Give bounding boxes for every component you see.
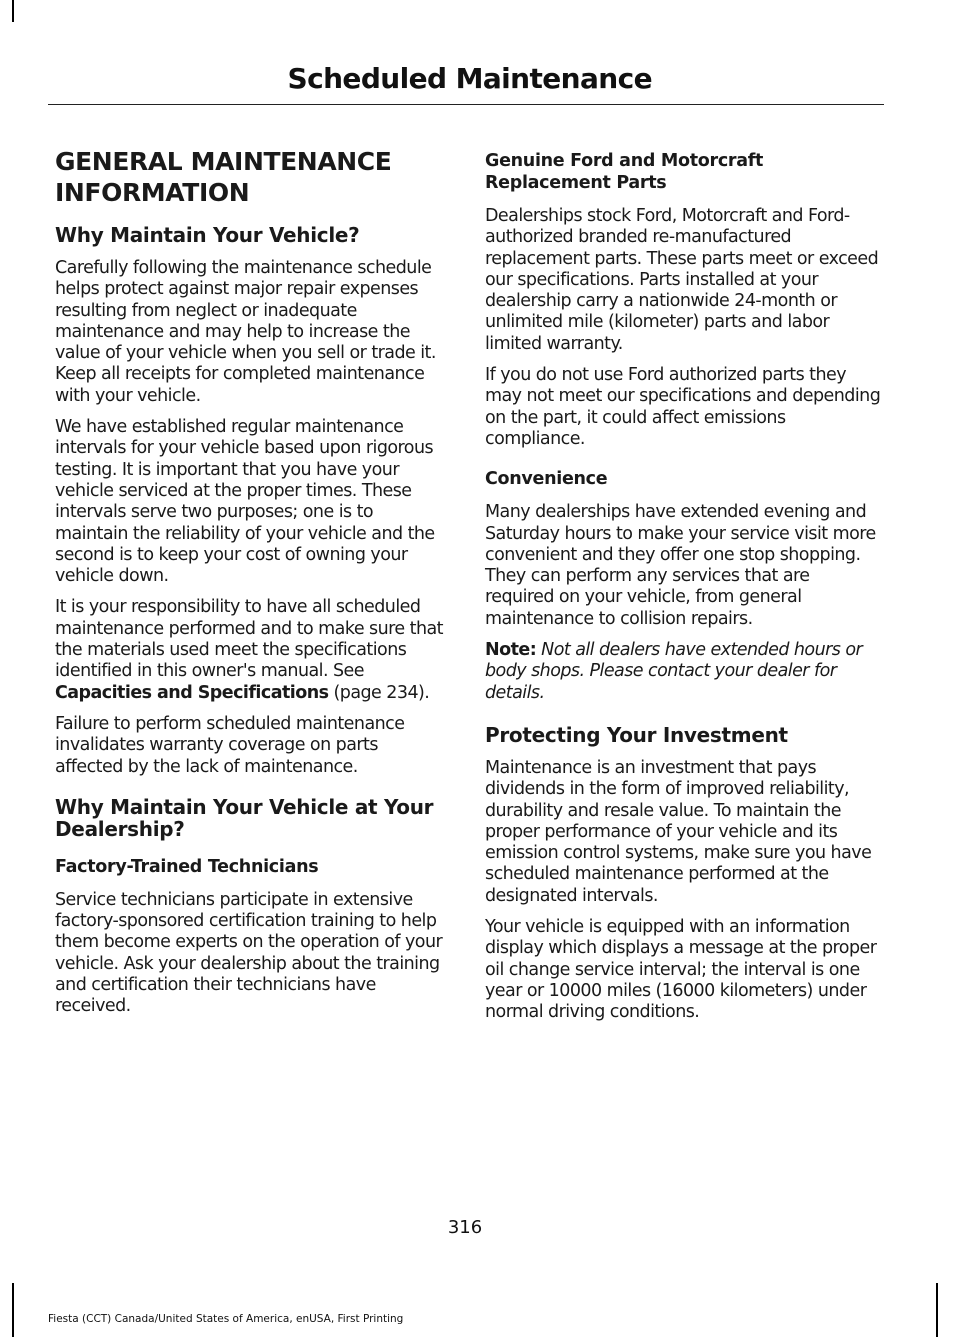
left-column — [55, 146, 447, 1028]
subheading-dealership: Why Maintain Your Vehicle at Your Dealership? — [55, 794, 434, 841]
crop-mark — [12, 0, 14, 22]
paragraph — [55, 597, 447, 703]
section-heading: GENERAL MAINTENANCE INFORMATION — [55, 147, 392, 207]
paragraph: Failure to perform scheduled maintenance invalidates warranty coverage on parts affected by the lack of maintenance. — [55, 713, 405, 777]
paragraph: Dealerships stock Ford, Motorcraft and Ford-authorized branded re-manufactured replacement parts. These parts meet or exceed our specifications. Parts installed at your dealership carry a nationwide 24-month or unlimited mile (kilometer) parts and labor limited warranty. — [485, 206, 879, 354]
paragraph: If you do not use Ford authorized parts they may not meet our specifications and depending on the part, it could affect emissions compliance. — [485, 365, 881, 449]
paragraph: Many dealerships have extended evening and Saturday hours to make your service visit more convenient and they offer one stop shopping. They can perform any services that are required on your vehicle, from general maintenance to collision repairs. — [485, 502, 876, 629]
subheading-protecting: Protecting Your Investment — [485, 722, 788, 747]
paragraph: Carefully following the maintenance schedule helps protect against major repair expenses resulting from neglect or inadequate maintenance and may help to increase the value of your vehicle when you sell or trade it. Keep all receipts for completed maintenance with your vehicle. — [55, 258, 436, 406]
page-reference: (page 234). — [328, 682, 430, 703]
subheading-technicians: Factory-Trained Technicians — [55, 856, 319, 877]
printing-info: Fiesta (CCT) Canada/United States of America, enUSA, First Printing — [48, 1313, 404, 1325]
paragraph: Service technicians participate in extensive factory-sponsored certification training to help them become experts on the operation of your vehicle. Ask your dealership about the training and certification their technicians have received. — [55, 889, 443, 1017]
page-title: Scheduled Maintenance — [287, 62, 652, 95]
paragraph: Your vehicle is equipped with an information display which displays a message at the proper oil change service interval; the interval is one year or 10000 miles (16000 kilometers) under normal driving conditions. — [485, 917, 877, 1023]
crop-mark — [936, 1283, 938, 1337]
crop-mark — [12, 1283, 14, 1337]
paragraph: Maintenance is an investment that pays dividends in the form of improved reliability, durability and resale value. To maintain the proper performance of your vehicle and its emission control systems, make sure you have scheduled maintenance performed at the designated intervals. — [485, 757, 872, 906]
paragraph: We have established regular maintenance intervals for your vehicle based upon rigorous testing. It is important that you have your vehicle serviced at the proper times. These intervals serve two purposes; one is to maintain the reliability of your vehicle and the second is to keep your cost of owning your vehicle down. — [55, 417, 435, 587]
paragraph-text: It is your responsibility to have all scheduled maintenance performed and to make sure that the materials used meet the specifications identified in this owner's manual. See — [55, 597, 443, 682]
note — [485, 640, 881, 704]
subheading-why-maintain: Why Maintain Your Vehicle? — [55, 223, 360, 247]
right-column — [485, 146, 881, 1034]
page-number: 316 — [447, 1217, 483, 1238]
cross-reference-link[interactable]: Capacities and Specifications — [55, 682, 329, 703]
note-text: Not all dealers have extended hours or body shops. Please contact your dealer for details. — [485, 640, 863, 703]
page-header — [48, 62, 884, 105]
subheading-convenience: Convenience — [485, 469, 608, 490]
note-label: Note: — [485, 640, 537, 661]
subheading-parts: Genuine Ford and Motorcraft Replacement Parts — [485, 151, 764, 193]
